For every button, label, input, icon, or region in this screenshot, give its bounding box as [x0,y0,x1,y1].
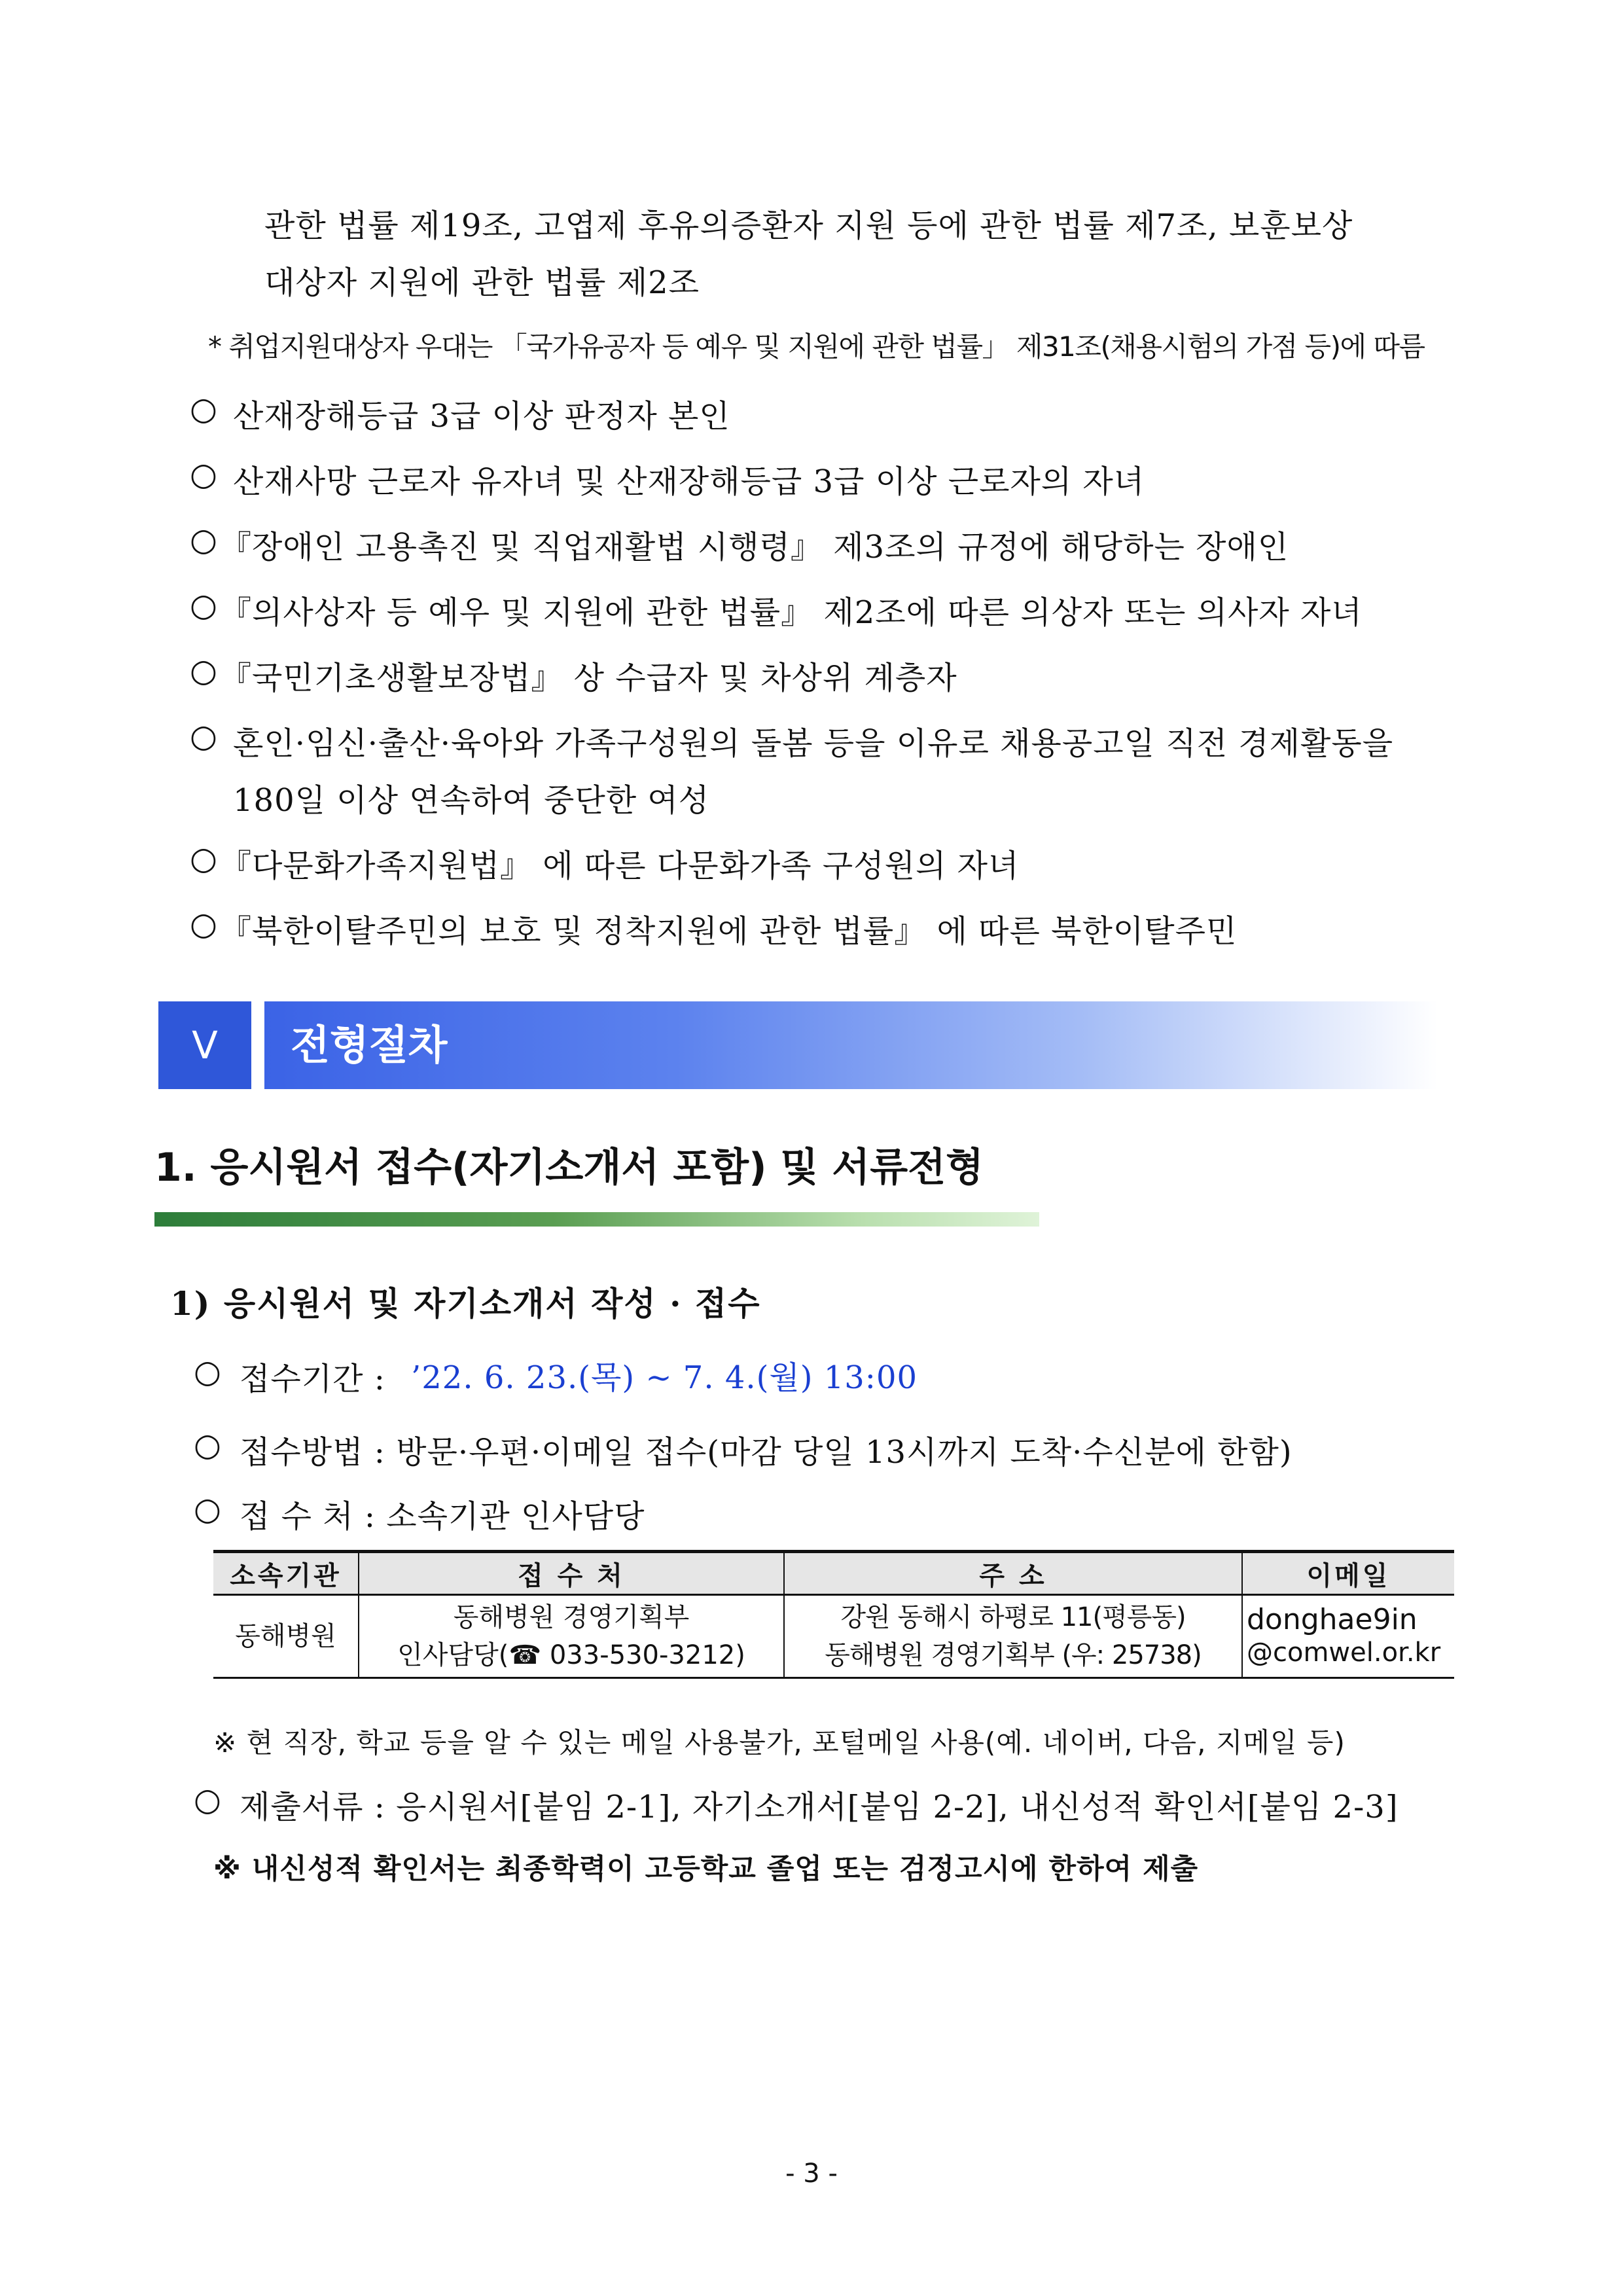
bullet-marker: ○ [194,1427,222,1463]
eligibility-item: 『국민기초생활보장법』 상 수급자 및 차상위 계층자 [220,660,957,696]
eligibility-item: 산재장해등급 3급 이상 판정자 본인 [233,398,730,435]
eligibility-item: 『북한이탈주민의 보호 및 정착지원에 관한 법률』 에 따른 북한이탈주민 [220,913,1238,950]
table-header-row [213,1552,1454,1595]
heading-1: 1. 응시원서 접수(자기소개서 포함) 및 서류전형 [154,1145,984,1191]
continuation-line-2: 대상자 지원에 관한 법률 제2조 [264,264,700,301]
subheading-1: 1) 응시원서 및 자기소개서 작성 · 접수 [170,1284,761,1323]
place-item: 접 수 처 : 소속기관 인사담당 [240,1498,645,1535]
bullet-marker: ○ [190,456,218,493]
period-value: ’22. 6. 23.(목) ∼ 7. 4.(월) 13:00 [411,1359,918,1396]
cell-email-line-1: donghae9in [1247,1603,1418,1636]
period-label: 접수기간 : [240,1361,385,1397]
cell-address [784,1595,1242,1678]
bullet-marker: ○ [190,718,218,755]
bullet-marker: ○ [190,587,218,624]
heading-underline-rule [154,1212,1039,1227]
bold-note: ※ 내신성적 확인서는 최종학력이 고등학교 졸업 또는 검정고시에 한하여 제출 [213,1853,1199,1886]
bullet-marker: ○ [190,840,218,877]
footnote: * 취업지원대상자 우대는 「국가유공자 등 예우 및 지원에 관한 법률」 제31조(채용시험의 가점 등)에 따름 [208,331,1425,363]
bullet-marker: ○ [194,1354,222,1390]
eligibility-item: 『의사상자 등 예우 및 지원에 관한 법률』 제2조에 따른 의상자 또는 의사자 자녀 [220,594,1363,631]
cell-address-line-2: 동해병원 경영기획부 (우: 25738) [825,1640,1202,1670]
section-title: 전형절차 [291,1021,448,1069]
email-note: ※ 현 직장, 학교 등을 알 수 있는 메일 사용불가, 포털메일 사용(예. 네이버, 다음, 지메일 등) [213,1727,1346,1759]
eligibility-item: 산재사망 근로자 유자녀 및 산재장해등급 3급 이상 근로자의 자녀 [233,463,1145,500]
bullet-marker: ○ [190,391,218,427]
section-header-band [158,1001,1438,1089]
table-row [213,1595,1454,1678]
contact-table [213,1550,1454,1679]
cell-email [1242,1595,1454,1678]
column-header: 주 소 [784,1552,1242,1595]
eligibility-item: 『장애인 고용촉진 및 직업재활법 시행령』 제3조의 규정에 해당하는 장애인 [220,529,1289,565]
method-item: 접수방법 : 방문·우편·이메일 접수(마감 당일 13시까지 도착·수신분에 한함) [240,1434,1293,1471]
cell-address-line-1: 강원 동해시 하평로 11(평릉동) [840,1602,1186,1632]
docs-item: 제출서류 : 응시원서[붙임 2-1], 자기소개서[붙임 2-2], 내신성적 확인서[붙임 2-3] [240,1789,1399,1825]
eligibility-item: 『다문화가족지원법』 에 따른 다문화가족 구성원의 자녀 [220,848,1020,884]
column-header: 접 수 처 [359,1552,784,1595]
cell-place [359,1595,784,1678]
section-number: Ⅴ [158,1001,251,1089]
page-number: - 3 - [785,2159,838,2189]
section-title-background [264,1001,1438,1089]
cell-place-line-2: 인사담당(☎ 033-530-3212) [397,1640,745,1670]
column-header: 이메일 [1242,1552,1454,1595]
bullet-marker: ○ [190,522,218,558]
bullet-marker: ○ [194,1491,222,1528]
bullet-marker: ○ [190,653,218,689]
column-header: 소속기관 [213,1552,359,1595]
eligibility-item: 혼인·임신·출산·육아와 가족구성원의 돌봄 등을 이유로 채용공고일 직전 경제활동을 [233,725,1394,762]
cell-org: 동해병원 [213,1595,359,1678]
bullet-marker: ○ [190,906,218,942]
cell-place-line-1: 동해병원 경영기획부 [453,1602,690,1632]
bullet-marker: ○ [194,1782,222,1818]
cell-email-line-2: @comwel.or.kr [1247,1638,1441,1668]
eligibility-item-continuation: 180일 이상 연속하여 중단한 여성 [233,782,710,819]
continuation-line-1: 관한 법률 제19조, 고엽제 후유의증환자 지원 등에 관한 법률 제7조, 보훈보상 [264,207,1353,244]
